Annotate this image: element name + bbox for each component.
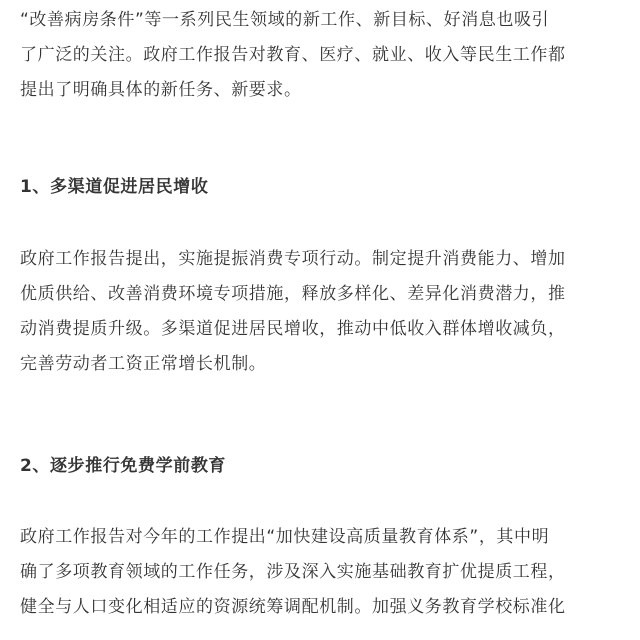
text-line: “改善病房条件”等一系列民生领域的新工作、新目标、好消息也吸引 (20, 10, 550, 30)
text-line: 政府工作报告对今年的工作提出“加快建设高质量教育体系”，其中明 (20, 527, 550, 547)
text-line: 优质供给、改善消费环境专项措施，释放多样化、差异化消费潜力，推 (20, 284, 566, 304)
paragraph-education (20, 520, 626, 625)
text-line: 健全与人口变化相适应的资源统筹调配机制。加强义务教育学校标准化 (20, 597, 566, 617)
text-line: 提出了明确具体的新任务、新要求。 (20, 80, 302, 100)
text-line: 动消费提质升级。多渠道促进居民增收，推动中低收入群体增收减负， (20, 319, 566, 339)
section-heading-preschool: 2、逐步推行免费学前教育 (20, 456, 227, 476)
paragraph-intro (20, 3, 626, 108)
text-line: 了广泛的关注。政府工作报告对教育、医疗、就业、收入等民生工作都 (20, 45, 566, 65)
text-line: 完善劳动者工资正常增长机制。 (20, 354, 267, 374)
paragraph-income (20, 242, 626, 382)
text-line: 政府工作报告提出，实施提振消费专项行动。制定提升消费能力、增加 (20, 249, 566, 269)
section-heading-income: 1、多渠道促进居民增收 (20, 177, 209, 197)
text-line: 确了多项教育领域的工作任务，涉及深入实施基础教育扩优提质工程， (20, 562, 566, 582)
